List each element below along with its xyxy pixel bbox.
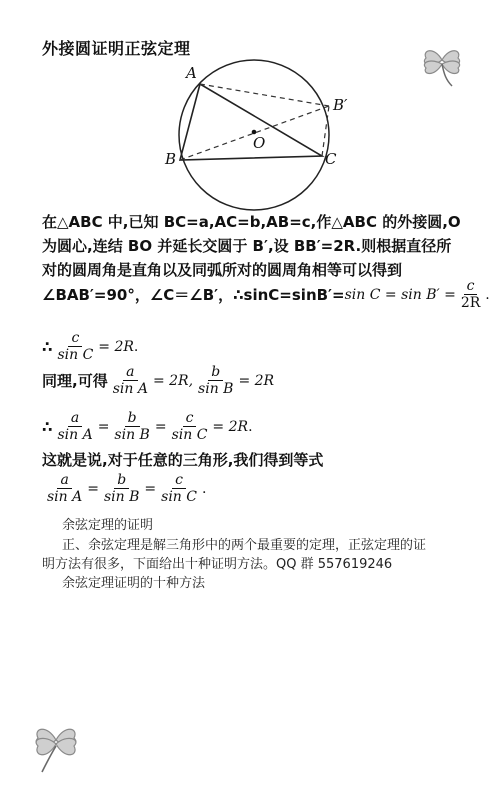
proof-line-5: ∴ $\frac{c}{\text{sin C}}$ = 2R . [42, 330, 139, 363]
page-title: 外接圆证明正弦定理 [42, 39, 191, 58]
final-fraction-c: $\frac{c}{\text{sin C}}$ [161, 472, 197, 505]
label-b: B [165, 150, 177, 168]
label-b-prime: B′ [333, 96, 348, 114]
section-heading: 余弦定理的证明 [62, 518, 154, 533]
proof-line-4: ∠BAB′=90°，∠C＝∠B′，∴sinC=sinB′= sin C = sin B′ = $\frac{c}{2R}$ . [42, 278, 490, 311]
proof-line-6: 同理,可得 $\frac{a}{\text{sin A}}$ = 2R, $\frac{b}{\text{sin B}}$ = 2R [42, 364, 275, 397]
four-leaf-clover-icon [418, 36, 466, 88]
fraction-c: $\frac{c}{\text{sin C}}$ [171, 410, 208, 443]
proof-line-9: $\frac{a}{\text{sin A}}$ = $\frac{b}{\text{sin B}}$ = $\frac{c}{\text{sin C}}$ . [42, 472, 206, 505]
final-fraction-b: $\frac{b}{\text{sin B}}$ [103, 472, 140, 505]
proof-line-2: 为圆心,连结 BO 并延长交圆于 B′,设 BB′=2R.则根据直径所 [42, 237, 452, 255]
fraction-b: $\frac{b}{\text{sin B}}$ [114, 410, 150, 443]
label-c: C [325, 150, 337, 168]
fraction-c-over-2r: $\frac{c}{2R}$ [460, 278, 481, 311]
proof-line-3: 对的圆周角是直角以及同弧所对的圆周角相等可以得到 [42, 261, 403, 279]
triangle-abc [180, 84, 322, 160]
label-o: O [253, 134, 266, 152]
label-a: A [186, 64, 197, 82]
fraction-a-over-sina: $\frac{a}{\text{sin A}}$ [112, 364, 148, 397]
fraction-c-over-sinc: $\frac{c}{\text{sin C}}$ [57, 330, 94, 363]
fraction-a: $\frac{a}{\text{sin A}}$ [57, 410, 93, 443]
section-line-1: 正、余弦定理是解三角形中的两个最重要的定理，正弦定理的证 [62, 538, 427, 553]
four-leaf-clover-icon [28, 712, 84, 774]
proof-line-7: ∴ $\frac{a}{\text{sin A}}$ = $\frac{b}{\text{sin B}}$ = $\frac{c}{\text{sin C}}$ = 2R . [42, 410, 253, 443]
section-line-2: 明方法有很多，下面给出十种证明方法。QQ 群 557619246 [42, 557, 393, 572]
section-line-3: 余弦定理证明的十种方法 [62, 576, 206, 591]
final-fraction-a: $\frac{a}{\text{sin A}}$ [47, 472, 83, 505]
fraction-b-over-sinb: $\frac{b}{\text{sin B}}$ [198, 364, 234, 397]
proof-line-1: 在△ABC 中,已知 BC=a,AC=b,AB=c,作△ABC 的外接圆,O [42, 213, 461, 231]
proof-line-8: 这就是说,对于任意的三角形,我们得到等式 [42, 451, 324, 469]
